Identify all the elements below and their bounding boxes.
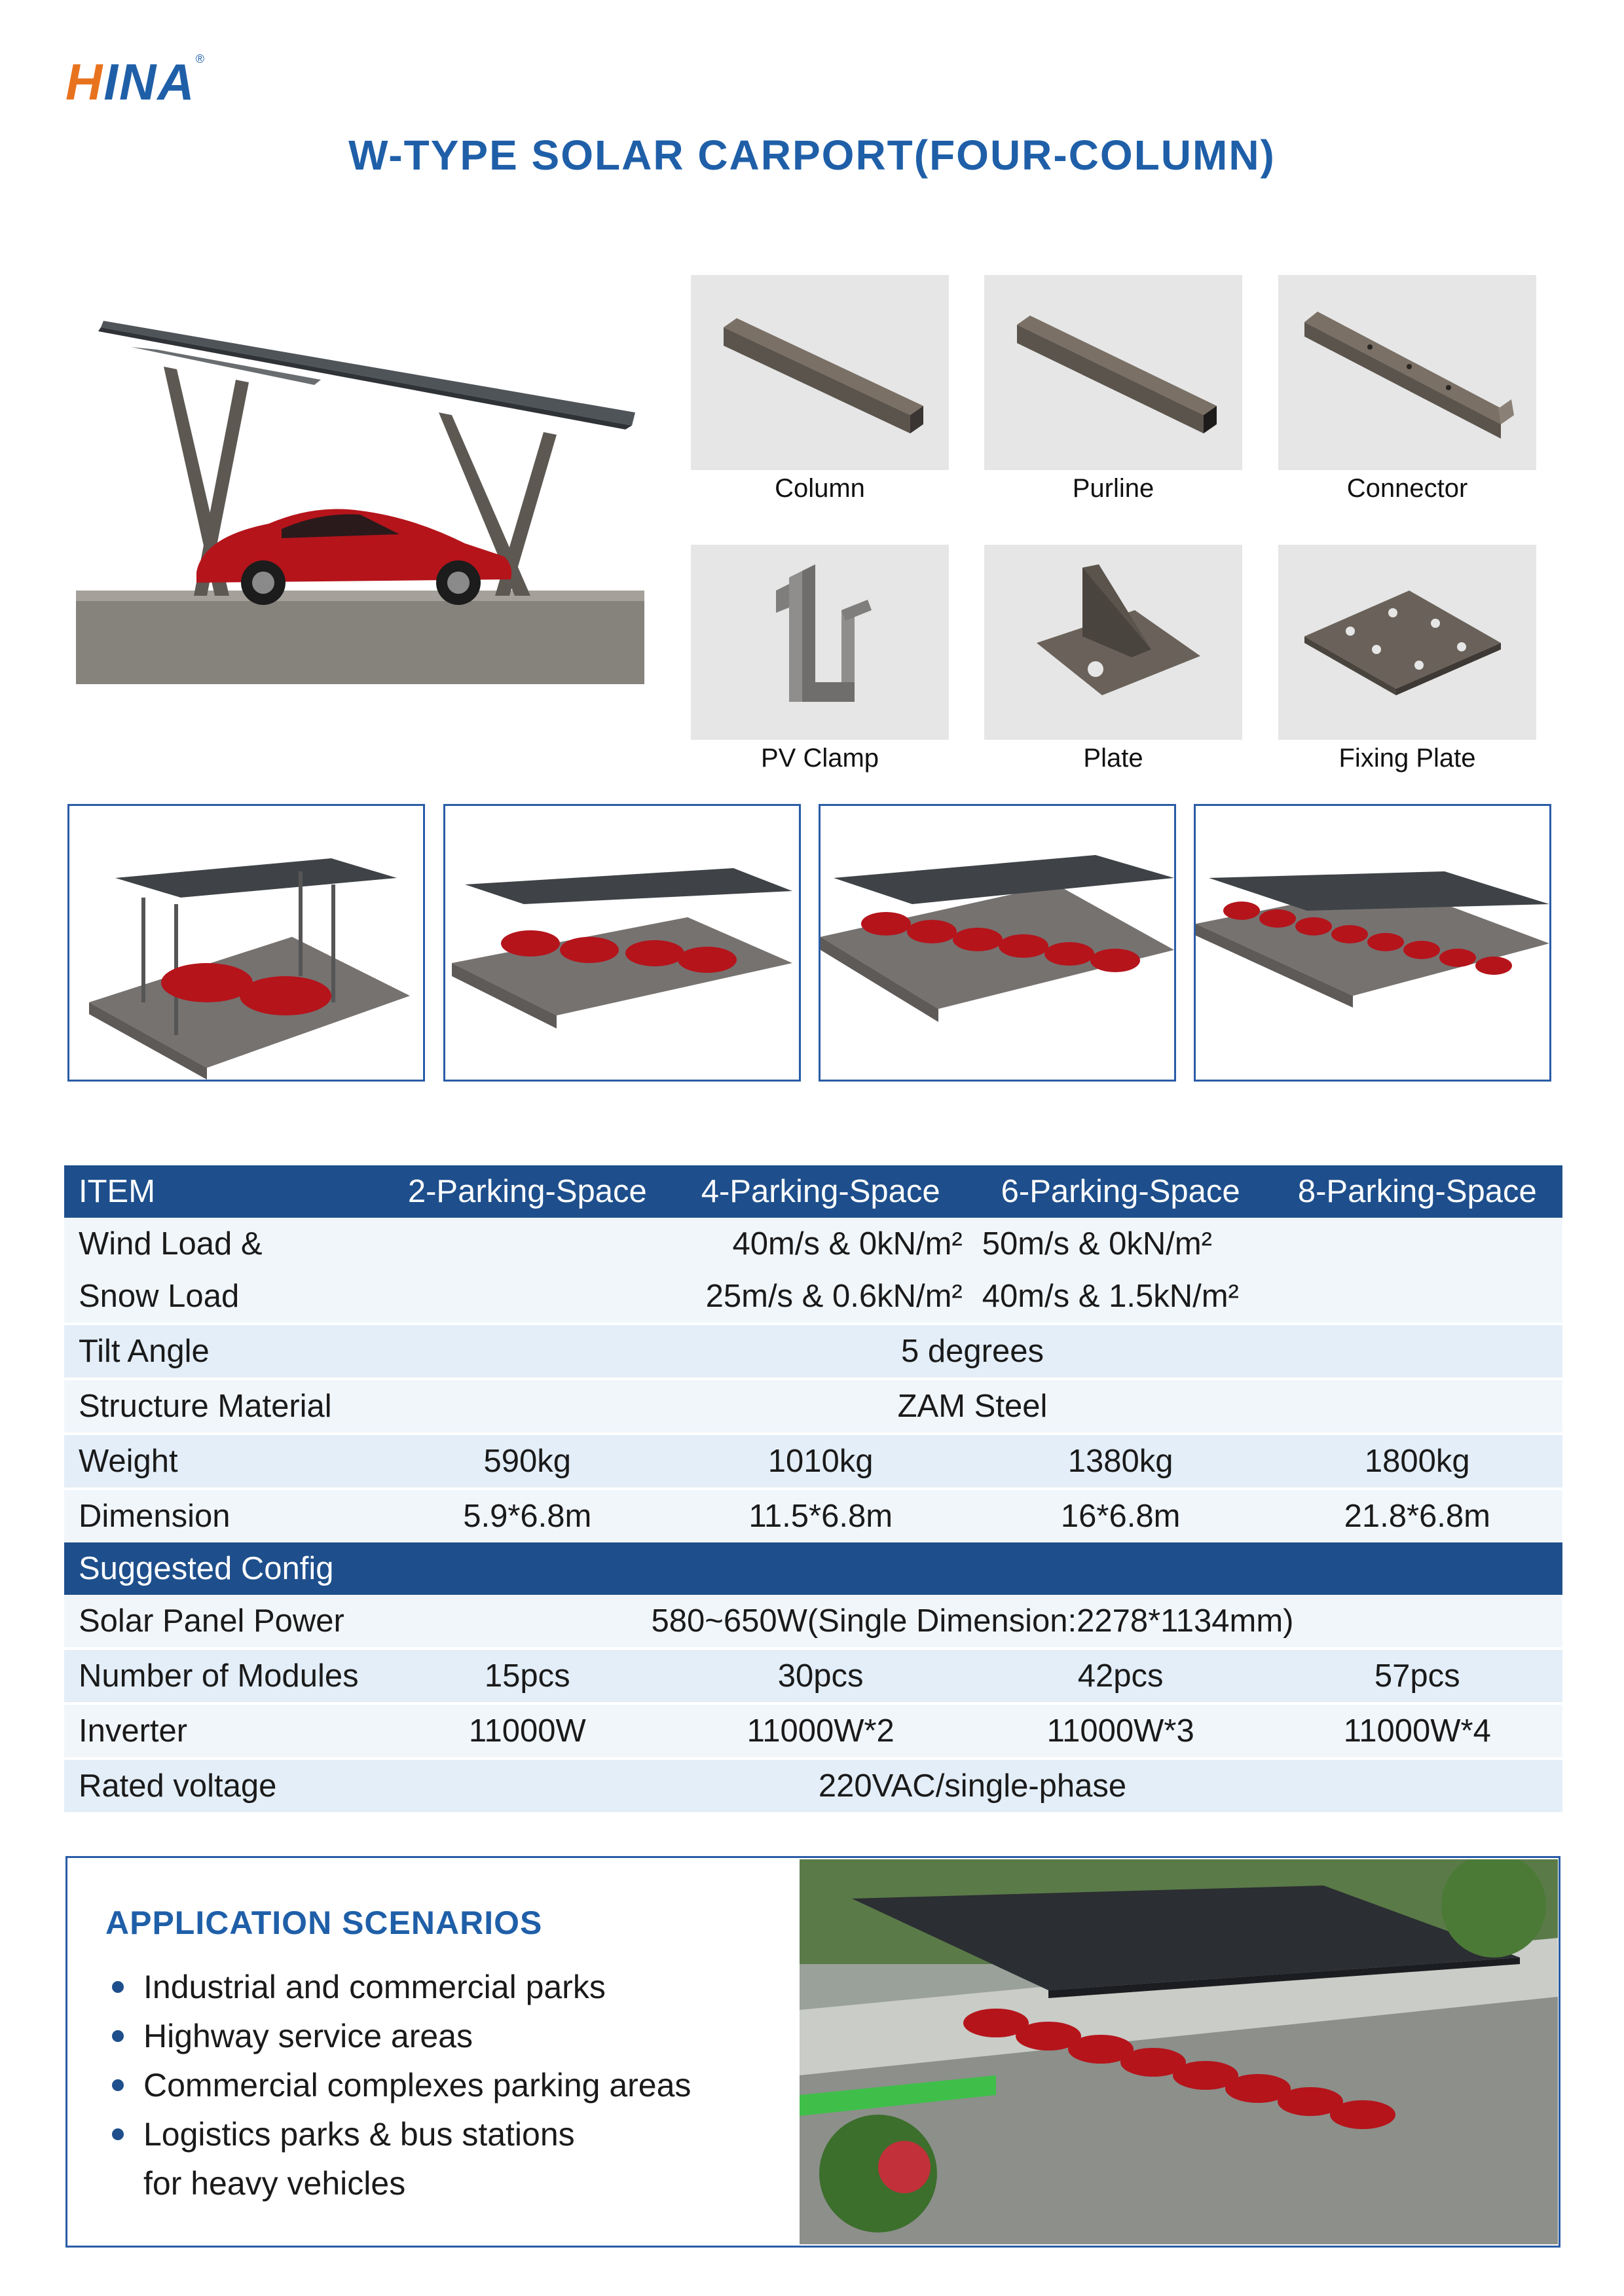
brand-logo: HINA® (65, 52, 204, 111)
table-row-number-of-modules: Number of Modules 15pcs 30pcs 42pcs 57pcs (64, 1649, 1562, 1704)
component-pv-clamp: PV Clamp (691, 545, 949, 773)
table-row-dimension: Dimension 5.9*6.8m 11.5*6.8m 16*6.8m 21.8*6.8m (64, 1489, 1562, 1542)
table-row-tilt-angle: Tilt Angle 5 degrees (64, 1324, 1562, 1379)
bullet-icon (112, 1981, 124, 1993)
component-connector: Connector (1278, 275, 1536, 503)
table-row-structure-material: Structure Material ZAM Steel (64, 1379, 1562, 1434)
bullet-icon (112, 2128, 124, 2140)
component-fixing-plate: Fixing Plate (1278, 545, 1536, 773)
list-item: Logistics parks & bus stations for heavy vehicles (105, 2110, 826, 2208)
table-row-wind-load: Wind Load & 40m/s & 0kN/m² 50m/s & 0kN/m² (64, 1218, 1562, 1270)
purline-icon (984, 275, 1242, 470)
page-title: W-TYPE SOLAR CARPORT(FOUR-COLUMN) (348, 132, 1276, 179)
connector-icon (1278, 275, 1536, 470)
table-row-solar-panel-power: Solar Panel Power 580~650W(Single Dimension:2278*1134mm) (64, 1595, 1562, 1649)
application-scenarios-box (65, 1856, 1560, 2248)
thumbnail-2-parking-space (67, 804, 425, 1082)
table-row-inverter: Inverter 11000W 11000W*2 11000W*3 11000W*4 (64, 1704, 1562, 1758)
list-item: Commercial complexes parking areas (105, 2061, 826, 2110)
component-column: Column (691, 275, 949, 503)
application-list (105, 1963, 826, 2208)
table-row-rated-voltage: Rated voltage 220VAC/single-phase (64, 1758, 1562, 1812)
bullet-icon (112, 2030, 124, 2042)
thumbnail-8-parking-space (1194, 804, 1551, 1082)
component-purline: Purline (984, 275, 1242, 503)
specification-table (64, 1165, 1562, 1812)
table-row-weight: Weight 590kg 1010kg 1380kg 1800kg (64, 1434, 1562, 1489)
fixing-plate-icon (1278, 545, 1536, 740)
thumbnail-6-parking-space (819, 804, 1176, 1082)
list-item: Industrial and commercial parks (105, 1963, 826, 2012)
pv-clamp-icon (691, 545, 949, 740)
list-item: Highway service areas (105, 2012, 826, 2061)
carport-hero-image (72, 308, 648, 687)
thumbnail-4-parking-space (443, 804, 801, 1082)
application-title: APPLICATION SCENARIOS (105, 1904, 543, 1941)
component-plate: Plate (984, 545, 1242, 773)
application-photo (800, 1859, 1558, 2244)
table-header-row: ITEM 2-Parking-Space 4-Parking-Space 6-Parking-Space 8-Parking-Space (64, 1165, 1562, 1218)
plate-icon (984, 545, 1242, 740)
column-icon (691, 275, 949, 470)
bullet-icon (112, 2079, 124, 2091)
table-section-suggested-config: Suggested Config (64, 1542, 1562, 1595)
table-row-snow-load: Snow Load 25m/s & 0.6kN/m² 40m/s & 1.5kN/m² (64, 1270, 1562, 1324)
